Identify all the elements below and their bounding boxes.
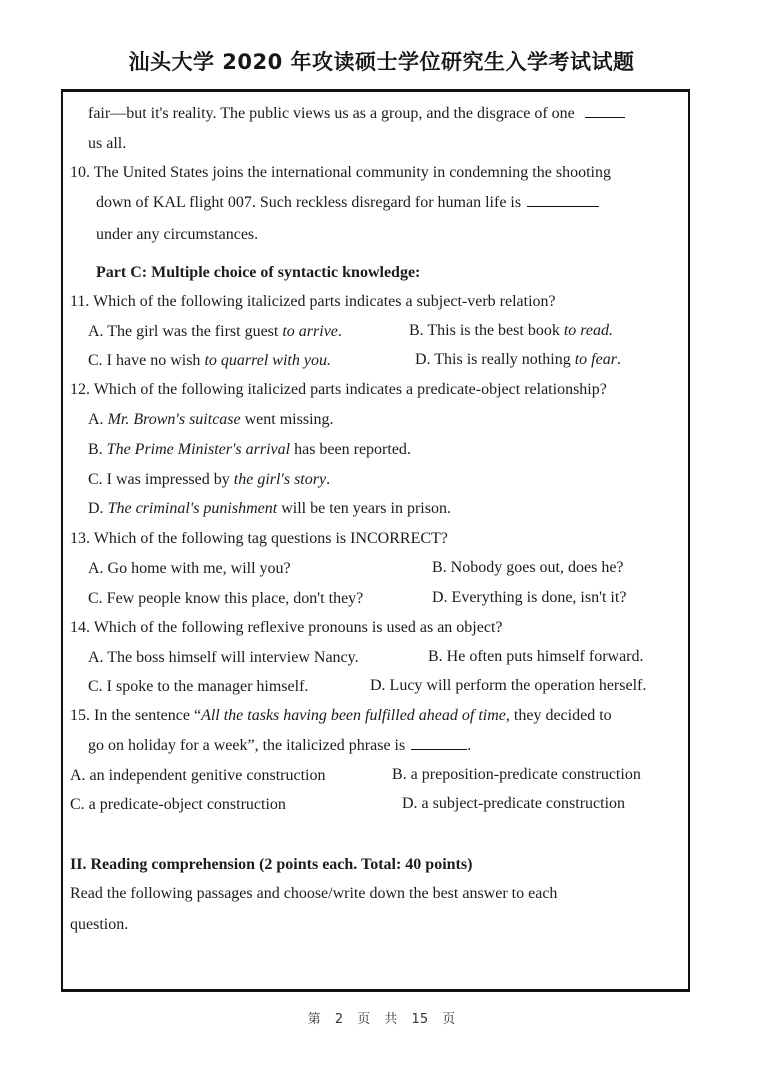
q15-option-b: B. a preposition-predicate construction	[392, 766, 641, 783]
italic-part: to read.	[563, 322, 614, 339]
page-number: 第 2 页 共 15 页	[307, 1012, 456, 1027]
italic-part: The criminal's punishment	[107, 500, 278, 517]
q10-line3: under any circumstances.	[96, 226, 259, 243]
q15-text: go on holiday for a week”, the italicized phrase is	[88, 737, 406, 754]
q15-text: , they decided to	[505, 707, 612, 724]
q12-stem: 12. Which of the following italicized parts indicates a predicate-object relationship?	[70, 381, 607, 398]
answer-blank	[527, 205, 599, 207]
q15-option-a: A. an independent genitive construction	[70, 767, 326, 784]
option-text: A.	[88, 411, 108, 428]
q15-line1	[70, 706, 612, 726]
italic-part: to quarrel with you.	[204, 352, 331, 369]
option-text: went missing.	[240, 411, 334, 428]
q10-text: down of KAL flight 007. Such reckless disregard for human life is	[96, 194, 522, 211]
italic-part: All the tasks having been fulfilled ahead of time	[201, 707, 506, 724]
q12-option-a	[88, 410, 334, 430]
q11-option-b	[409, 321, 613, 341]
q11-option-a	[88, 322, 342, 342]
q13-stem: 13. Which of the following tag questions is INCORRECT?	[70, 530, 448, 547]
option-text: D.	[88, 500, 108, 517]
part-c-heading: Part C: Multiple choice of syntactic knowledge:	[96, 264, 421, 281]
q14-option-a: A. The boss himself will interview Nancy.	[88, 649, 359, 666]
q11-option-d	[415, 350, 621, 370]
q14-option-d: D. Lucy will perform the operation herself.	[370, 677, 647, 694]
option-text: A. The girl was the first guest	[88, 323, 283, 340]
italic-part: Mr. Brown's suitcase	[107, 411, 241, 428]
option-text: B. This is the best book	[409, 322, 564, 339]
italic-part: the girl's story	[233, 471, 327, 488]
q9-continuation-line1	[88, 104, 625, 124]
q12-option-c	[88, 470, 330, 490]
answer-blank	[411, 748, 467, 750]
option-text: has been reported.	[290, 441, 411, 458]
section2-heading: II. Reading comprehension (2 points each. Total: 40 points)	[70, 856, 473, 873]
option-text: D. This is really nothing	[415, 351, 575, 368]
italic-part: to fear	[574, 351, 617, 368]
q12-option-d	[88, 499, 451, 519]
q14-option-c: C. I spoke to the manager himself.	[88, 678, 309, 695]
q13-option-d: D. Everything is done, isn't it?	[432, 589, 627, 606]
q12-option-b	[88, 440, 411, 460]
option-text: .	[616, 351, 621, 368]
option-text: will be ten years in prison.	[277, 500, 451, 517]
section2-instruction-line1: Read the following passages and choose/write down the best answer to each	[70, 885, 558, 902]
q13-option-b: B. Nobody goes out, does he?	[432, 559, 624, 576]
q11-stem: 11. Which of the following italicized parts indicates a subject-verb relation?	[70, 293, 556, 310]
q15-line2	[88, 736, 471, 756]
q9-text: fair—but it's reality. The public views us as a group, and the disgrace of one	[88, 105, 575, 122]
q10-line1: 10. The United States joins the international community in condemning the shooting	[70, 164, 611, 181]
q10-line2	[96, 193, 599, 213]
option-text: .	[326, 471, 331, 488]
q11-option-c	[88, 351, 331, 371]
q15-text: .	[467, 737, 472, 754]
answer-blank	[585, 116, 625, 118]
q15-option-d: D. a subject-predicate construction	[402, 795, 626, 812]
q15-option-c: C. a predicate-object construction	[70, 796, 286, 813]
q13-option-c: C. Few people know this place, don't they?	[88, 590, 364, 607]
q13-option-a: A. Go home with me, will you?	[88, 560, 291, 577]
q9-continuation-line2: us all.	[88, 135, 127, 152]
option-text: .	[337, 323, 342, 340]
option-text: B.	[88, 441, 107, 458]
italic-part: The Prime Minister's arrival	[106, 441, 291, 458]
q14-stem: 14. Which of the following reflexive pronouns is used as an object?	[70, 619, 503, 636]
q14-option-b: B. He often puts himself forward.	[428, 648, 644, 665]
section2-instruction-line2: question.	[70, 916, 129, 933]
option-text: C. I have no wish	[88, 352, 205, 369]
italic-part: to arrive	[282, 323, 338, 340]
q15-text: 15. In the sentence “	[70, 707, 202, 724]
option-text: C. I was impressed by	[88, 471, 234, 488]
exam-title: 汕头大学 2020 年攻读硕士学位研究生入学考试试题	[128, 50, 635, 74]
